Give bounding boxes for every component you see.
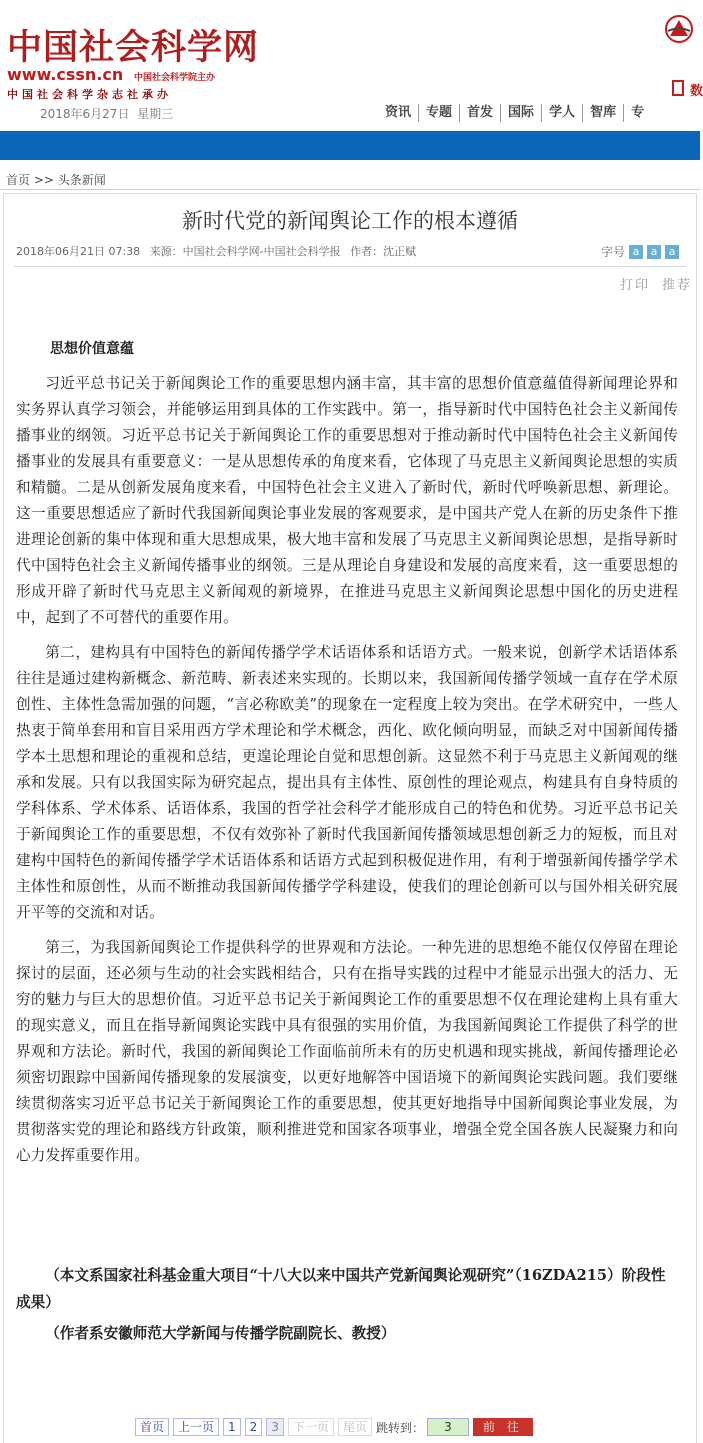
article-tools — [614, 274, 692, 293]
site-logo[interactable]: 中国社会科学网 — [7, 27, 260, 68]
section-heading: 思想价值意蕴 — [50, 341, 134, 357]
last-page-button: 尾页 — [338, 1418, 372, 1436]
article-datetime: 2018年06月21日 07:38 — [16, 245, 141, 258]
site-publisher: 中国社会科学杂志社承办 — [7, 88, 172, 101]
nav-item-international[interactable]: 国际 — [500, 104, 541, 122]
header-date — [40, 105, 173, 122]
recommend-link[interactable]: 推荐 — [662, 278, 693, 293]
document-icon[interactable] — [672, 80, 684, 96]
page-1-button[interactable]: 1 — [223, 1418, 241, 1436]
jump-label: 跳转到： — [375, 1420, 424, 1435]
page-3-current: 3 — [266, 1418, 284, 1436]
anniversary-badge-icon — [664, 14, 694, 44]
prev-page-button[interactable]: 上一页 — [173, 1418, 219, 1436]
project-note: （本文系国家社科基金重大项目“十八大以来中国共产党新闻舆论观研究”（16ZDA215）阶段性成果） — [16, 1267, 666, 1311]
site-host: 中国社会科学院主办 — [134, 73, 216, 83]
divider — [14, 266, 686, 267]
nav-item-topics[interactable]: 专题 — [418, 104, 459, 122]
nav-item-more[interactable]: 专 — [623, 104, 651, 122]
date-text: 2018年6月27日 — [40, 107, 130, 121]
article-author: 作者：沈正赋 — [350, 245, 417, 258]
site-header — [0, 0, 703, 131]
font-size-medium-button[interactable]: a — [647, 245, 661, 259]
site-url[interactable]: www.cssn.cn — [7, 65, 124, 84]
header-right-link[interactable]: 数 — [690, 84, 703, 99]
paragraph: 习近平总书记关于新闻舆论工作的重要思想内涵丰富，其丰富的思想价值意蕴值得新闻理论界和实务界认真学习领会，并能够运用到具体的工作实践中。第一，指导新时代中国特色社会主义新闻传播事业的纲领。习近平总书记关于新闻舆论工作的重要思想对于推动新时代中国特色社会主义新闻传播事业的发展具有重要意义：一是从思想传承的角度来看，它体现了马克思主义新闻舆论思想的实质和精髓。二是从创新发展角度来看，中国特色社会主义进入了新时代，新时代呼唤新思想、新理论。这一重要思想适应了新时代我国新闻舆论事业发展的客观要求，是中国共产党人在新的历史条件下推进理论创新的集中体现和重大思想成果，极大地丰富和发展了马克思主义新闻舆论思想，是指导新时代中国特色社会主义新闻传播事业的纲领。三是从理论自身建设和发展的高度来看，这一重要思想的形成开辟了新时代马克思主义新闻观的新境界，在推进马克思主义新闻舆论思想中国化的历史进程中，起到了不可替代的重要作用。 — [16, 375, 678, 626]
main-nav — [378, 104, 651, 122]
article-meta — [16, 243, 422, 259]
font-size-label: 字号 — [601, 245, 626, 259]
nav-item-think-tank[interactable]: 智库 — [582, 104, 623, 122]
weekday-text: 星期三 — [137, 107, 174, 121]
breadcrumb — [6, 171, 106, 188]
first-page-button[interactable]: 首页 — [135, 1418, 169, 1436]
breadcrumb-sep: >> — [33, 173, 54, 187]
nav-item-scholars[interactable]: 学人 — [541, 104, 582, 122]
breadcrumb-section[interactable]: 头条新闻 — [57, 173, 106, 187]
go-button[interactable]: 前 往 — [473, 1418, 533, 1436]
divider — [0, 189, 700, 190]
paragraph: 第二，建构具有中国特色的新闻传播学学术话语体系和话语方式。一般来说，创新学术话语体系往往是通过建构新概念、新范畴、新表述来实现的。长期以来，我国新闻传播学领域一直存在学术原创性、主体性急需加强的问题，“言必称欧美”的现象在一定程度上较为突出。在学术研究中，一些人热衷于简单套用和盲目采用西方学术理论和学术概念，西化、欧化倾向明显，而缺乏对中国新闻传播学本土思想和理论的重视和总结，更遑论理论自觉和思想创新。这显然不利于马克思主义新闻观的继承和发展。只有以我国实际为研究起点，提出具有主体性、原创性的理论观点，构建具有自身特质的学科体系、学术体系、话语体系，我国的哲学社会科学才能形成自己的特色和优势。习近平总书记关于新闻舆论工作的重要思想，不仅有效弥补了新时代我国新闻传播领域思想创新乏力的短板，而且对建构中国特色的新闻传播学学术话语体系和话语方式起到积极促进作用，有利于增强新闻传播学学术主体性和原创性，从而不断推动我国新闻传播学学科建设，使我们的理论创新可以与国外相关研究展开平等的交流和对话。 — [16, 644, 678, 921]
nav-bar — [0, 131, 700, 160]
nav-item-news[interactable]: 资讯 — [385, 105, 412, 120]
pagination — [135, 1418, 533, 1436]
font-size-control — [601, 243, 679, 260]
paragraph: 第三，为我国新闻舆论工作提供科学的世界观和方法论。一种先进的思想绝不能仅仅停留在理论探讨的层面，还必须与生动的社会实践相结合，只有在指导实践的过程中才能显示出强大的活力、无穷的魅力与巨大的思想价值。习近平总书记关于新闻舆论工作的重要思想不仅在理论建构上具有重大的现实意义，而且在指导新闻舆论实践中具有很强的实用价值，为我国新闻舆论工作提供了科学的世界观和方法论。新时代，我国的新闻舆论工作面临前所未有的历史机遇和现实挑战，新闻传播理论必须密切跟踪中国新闻传播现象的发展演变，以更好地解答中国语境下的新闻舆论实践问题。我们要继续贯彻落实习近平总书记关于新闻舆论工作的重要思想，使其更好地指导中国新闻舆论事业发展，为贯彻落实党的理论和路线方针政策，顺利推进党和国家各项事业，增强全党全国各族人民凝聚力和向心力发挥重要作用。 — [16, 939, 678, 1164]
jump-page-input[interactable]: 3 — [427, 1418, 469, 1436]
article-title: 新时代党的新闻舆论工作的根本遵循 — [182, 209, 518, 233]
article-source: 来源：中国社会科学网-中国社会科学报 — [149, 245, 341, 258]
font-size-small-button[interactable]: a — [665, 245, 679, 259]
next-page-button: 下一页 — [288, 1418, 334, 1436]
print-link[interactable]: 打印 — [620, 278, 651, 293]
article-body — [16, 339, 678, 1178]
page-2-button[interactable]: 2 — [245, 1418, 263, 1436]
author-note: （作者系安徽师范大学新闻与传播学院副院长、教授） — [45, 1325, 396, 1342]
nav-item-first-release[interactable]: 首发 — [459, 104, 500, 122]
breadcrumb-home[interactable]: 首页 — [6, 173, 31, 187]
font-size-large-button[interactable]: a — [629, 245, 643, 259]
